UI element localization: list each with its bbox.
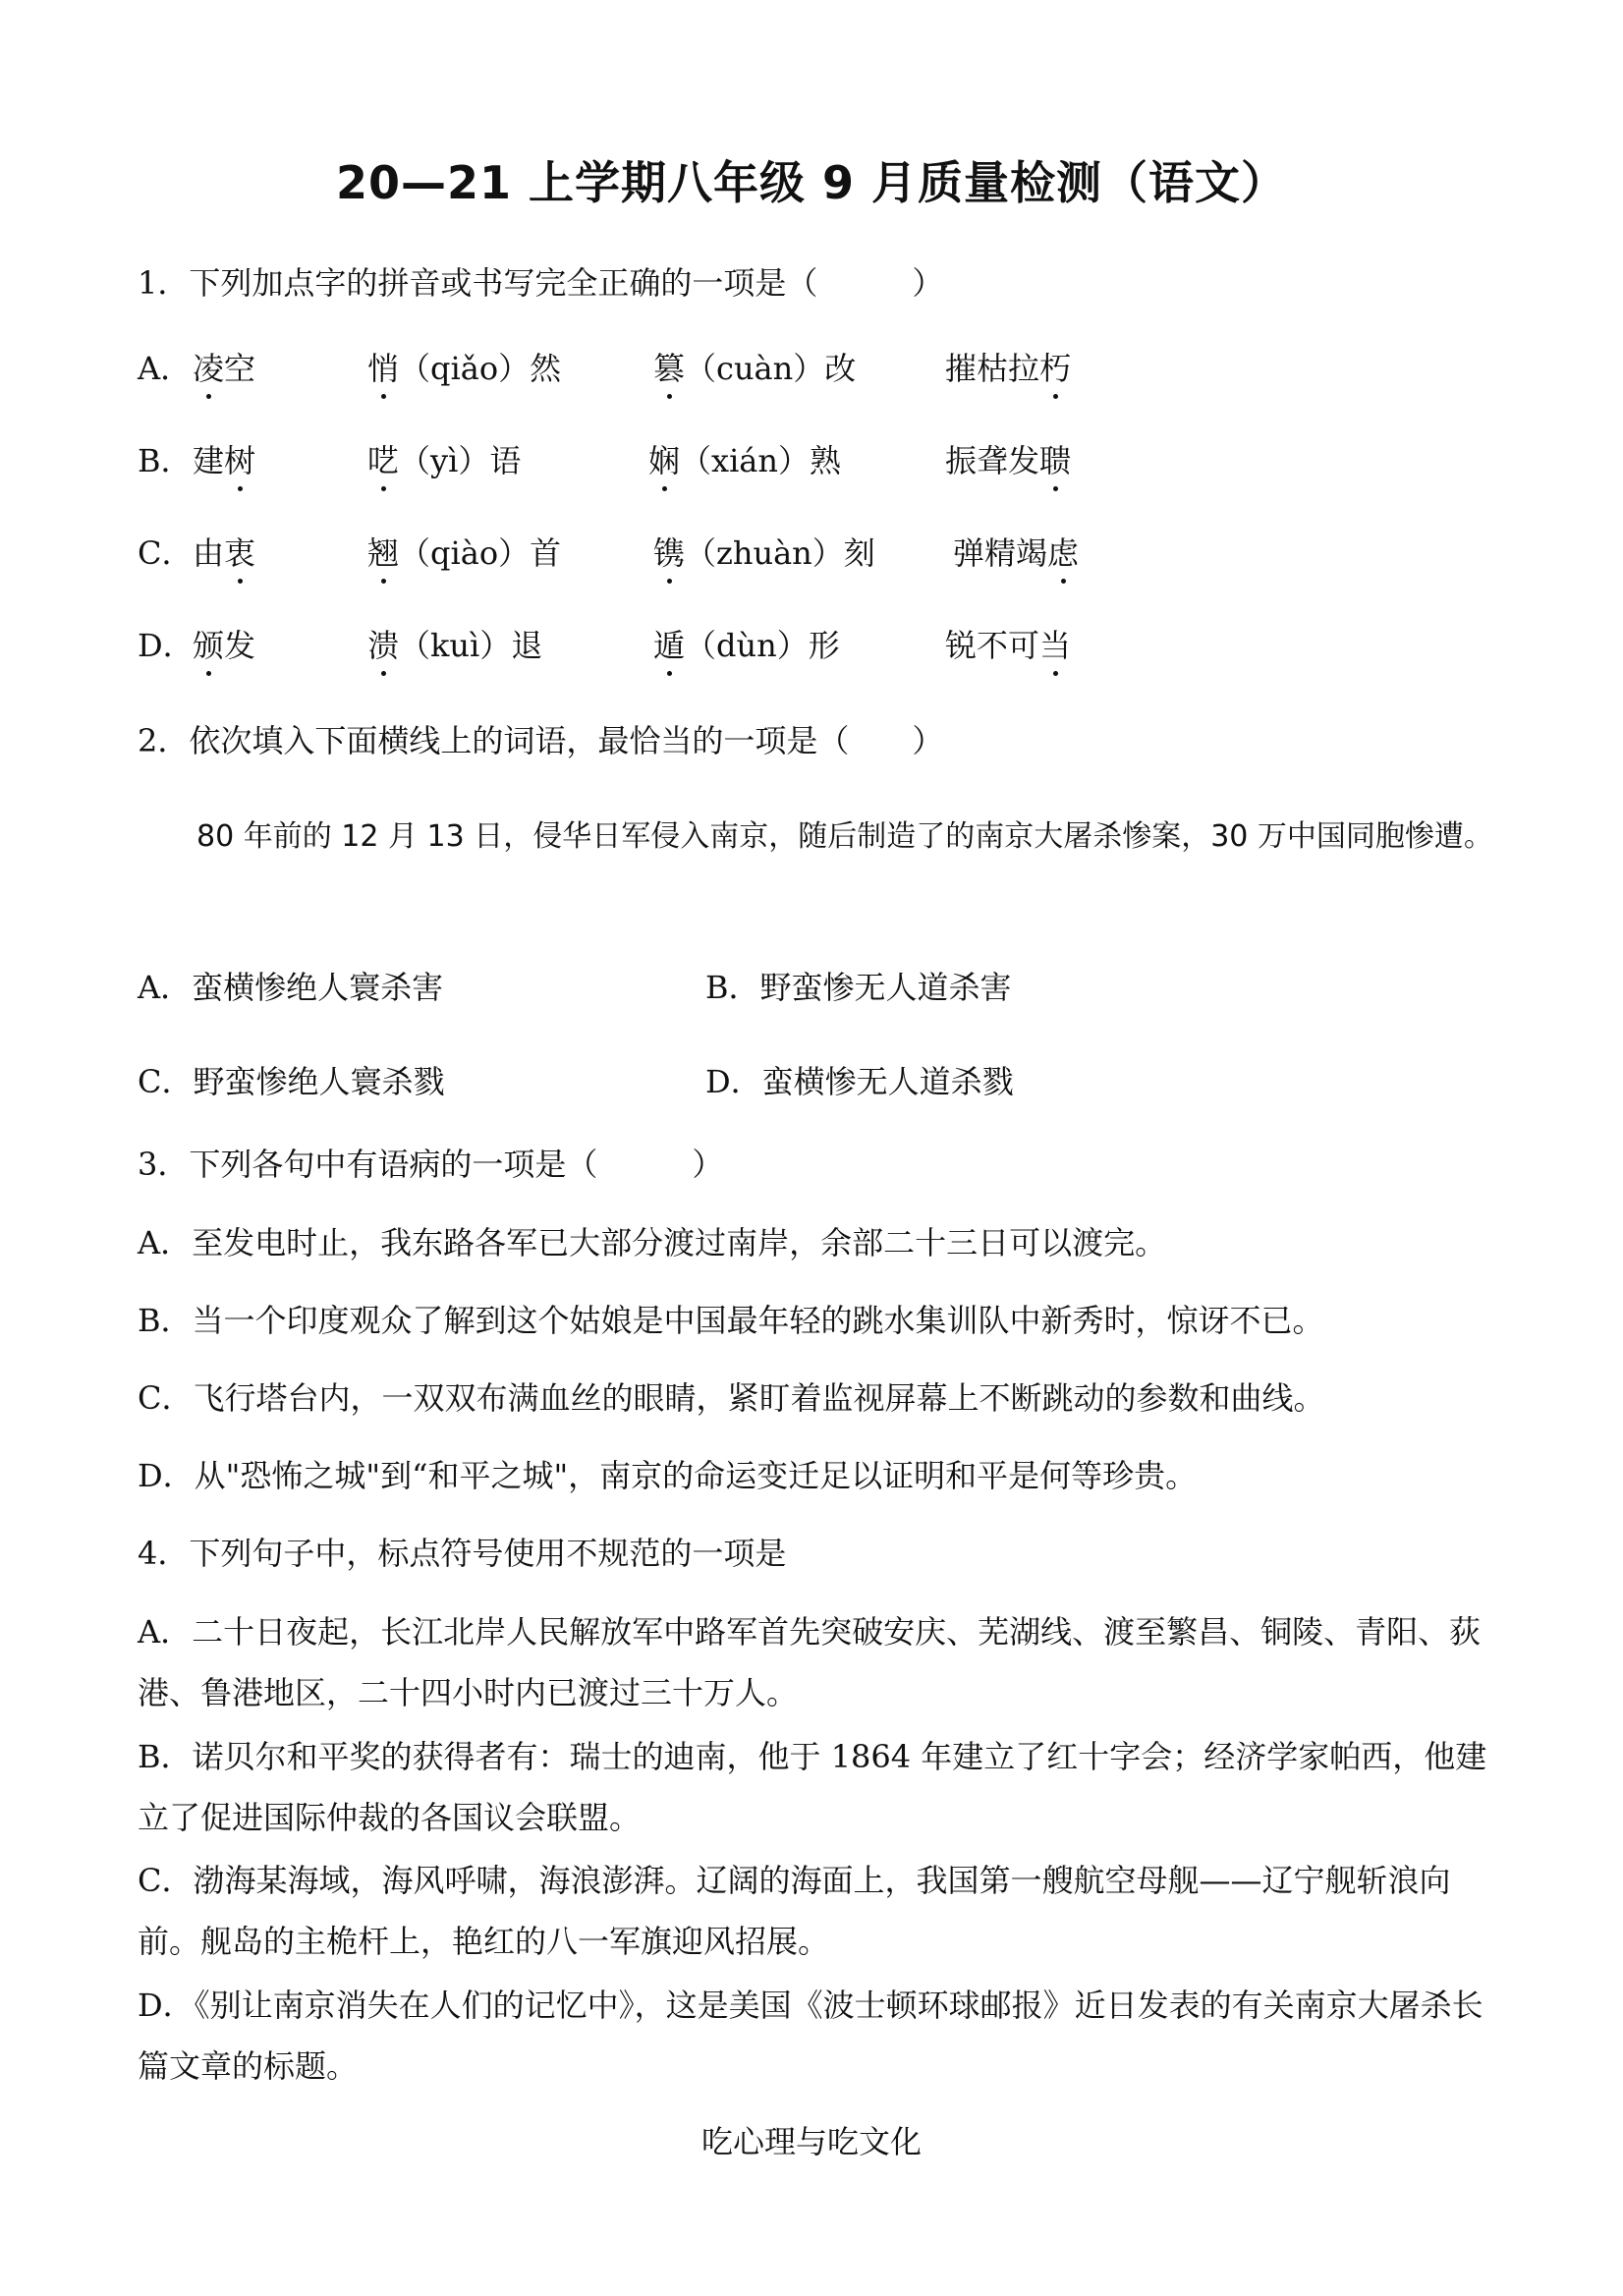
q1-stem: 1．下列加点字的拼音或书写完全正确的一项是（ ） bbox=[138, 264, 944, 302]
q4-option-d: D．《别让南京消失在人们的记忆中》，这是美国《波士顿环球邮报》近日发表的有关南京大屠杀长篇文章的标题。 bbox=[138, 1987, 1483, 2085]
q3-option-b: B．当一个印度观众了解到这个姑娘是中国最年轻的跳水集训队中新秀时，惊讶不已。 bbox=[138, 1302, 1324, 1339]
q3-option-c: C．飞行塔台内，一双双布满血丝的眼睛，紧盯着监视屏幕上不断跳动的参数和曲线。 bbox=[138, 1379, 1325, 1417]
q2-passage: 80 年前的 12 月 13 日，侵华日军侵入南京，随后制造了的南京大屠杀惨案，30 万中国同胞惨遭。 bbox=[196, 819, 1493, 854]
q2-stem: 2．依次填入下面横线上的词语，最恰当的一项是（ ） bbox=[138, 722, 944, 759]
q2-option-c: C．野蛮惨绝人寰杀戮 bbox=[138, 1063, 445, 1100]
q3-stem: 3．下列各句中有语病的一项是（ ） bbox=[138, 1146, 724, 1183]
q4-option-b: B．诺贝尔和平奖的获得者有：瑞士的迪南，他于 1864 年建立了红十字会；经济学家帕西，他建立了促进国际仲裁的各国议会联盟。 bbox=[138, 1738, 1487, 1836]
q4-stem: 4．下列句子中，标点符号使用不规范的一项是 bbox=[138, 1535, 787, 1572]
q4-option-a: A．二十日夜起，长江北岸人民解放军中路军首先突破安庆、芜湖线、渡至繁昌、铜陵、青阳、荻港、鲁港地区，二十四小时内已渡过三十万人。 bbox=[138, 1613, 1482, 1711]
q3-option-d: D．从"恐怖之城"到“和平之城"，南京的命运变迁足以证明和平是何等珍贵。 bbox=[138, 1457, 1198, 1494]
q2-option-d: D．蛮横惨无人道杀戮 bbox=[705, 1063, 1014, 1100]
page-title: 20—21 上学期八年级 9 月质量检测（语文） bbox=[335, 156, 1288, 209]
page-footer: 吃心理与吃文化 bbox=[700, 2123, 922, 2160]
exam-page: 20—21 上学期八年级 9 月质量检测（语文） 1．下列加点字的拼音或书写完全正确的一项是（ ） A． 凌空 悄（qiǎo）然 篡（cuàn）改 摧枯拉朽 B． 建树 呓（yì）语 娴（xián）熟 振聋发聩 C． 由衷 翘（qiào）首 镌（zhuàn）刻 弹精竭虑 D． 颁发 溃（kuì）退 遁（dùn）形 锐不可当 2．依次填入下面横线上的词语，最恰当的一项是（ ） 80 年前的 12 月 13 日，侵华日军侵入南京，随后制造了的南京大屠杀惨案，30 万中国同胞惨遭。 A．蛮横惨绝人寰杀害 B．野蛮惨无人道杀害 C．野蛮惨绝人寰杀戮 D．蛮横惨无人道杀戮 3．下列各句中有语病的一项是（ ） A．至发电时止，我东路各军已大部分渡过南岸，余部二十三日可以渡完。 B．当一个印度观众了解到这个姑娘是中国最年轻的跳水集训队中新秀时，惊讶不已。 C．飞行塔台内，一双双布满血丝的眼睛，紧盯着监视屏幕上不断跳动的参数和曲线。 D．从"恐怖之城"到“和平之城"，南京的命运变迁足以证明和平是何等珍贵。 4．下列句子中，标点符号使用不规范的一项是 A．二十日夜起，长江北岸人民解放军中路军首先突破安庆、芜湖线、渡至繁昌、铜陵、青阳、荻港、鲁港地区，二十四小时内已渡过三十万人。 B．诺贝尔和平奖的获得者有：瑞士的迪南，他于 1864 年建立了红十字会；经济学家帕西，他建立了促进国际仲裁的各国议会联盟。 C．渤海某海域，海风呼啸，海浪澎湃。辽阔的海面上，我国第一艘航空母舰——辽宁舰斩浪向前。舰岛的主桅杆上，艳红的八一军旗迎风招展。 D．《别让南京消失在人们的记忆中》，这是美国《波士顿环球邮报》近日发表的有关南京大屠杀长篇文章的标题。 吃心理与吃文化 bbox=[0, 0, 1623, 2296]
q3-option-a: A．至发电时止，我东路各军已大部分渡过南岸，余部二十三日可以渡完。 bbox=[138, 1224, 1167, 1261]
q4-option-c: C．渤海某海域，海风呼啸，海浪澎湃。辽阔的海面上，我国第一艘航空母舰——辽宁舰斩浪向前。舰岛的主桅杆上，艳红的八一军旗迎风招展。 bbox=[138, 1862, 1451, 1960]
q2-option-a: A．蛮横惨绝人寰杀害 bbox=[138, 969, 444, 1006]
q2-option-b: B．野蛮惨无人道杀害 bbox=[705, 969, 1012, 1006]
